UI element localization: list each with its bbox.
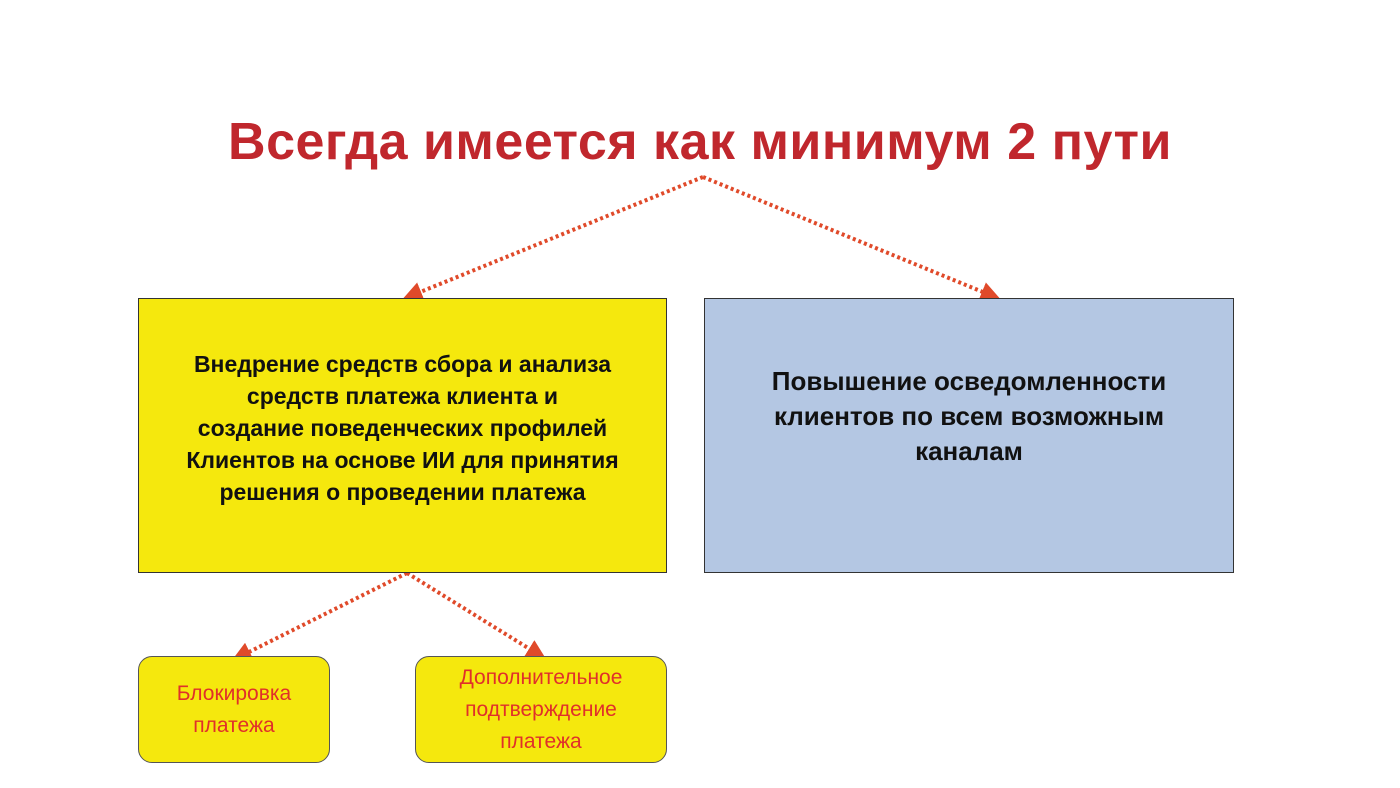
box-behavior-profiles-text: Внедрение средств сбора и анализа средств платежа клиента и создание поведенческих профилей Клиентов на основе ИИ для принятия решения о проведении платежа — [186, 350, 619, 505]
box-extra-confirmation — [415, 656, 667, 763]
box-extra-confirmation-text: Дополнительное подтверждение платежа — [459, 665, 623, 753]
box-payment-block — [138, 656, 330, 763]
connector-title-to-left — [408, 177, 703, 297]
box-awareness-text: Повышение осведомленности клиентов по всем возможным каналам — [771, 366, 1167, 466]
connector-left-to-sub2 — [407, 573, 541, 656]
box-awareness — [704, 298, 1234, 573]
diagram-title: Всегда имеется как минимум 2 пути — [228, 113, 1172, 171]
box-behavior-profiles — [138, 298, 667, 573]
connector-title-to-right — [703, 177, 995, 297]
connector-left-to-sub1 — [237, 573, 407, 658]
box-payment-block-text: Блокировка платежа — [176, 681, 292, 737]
